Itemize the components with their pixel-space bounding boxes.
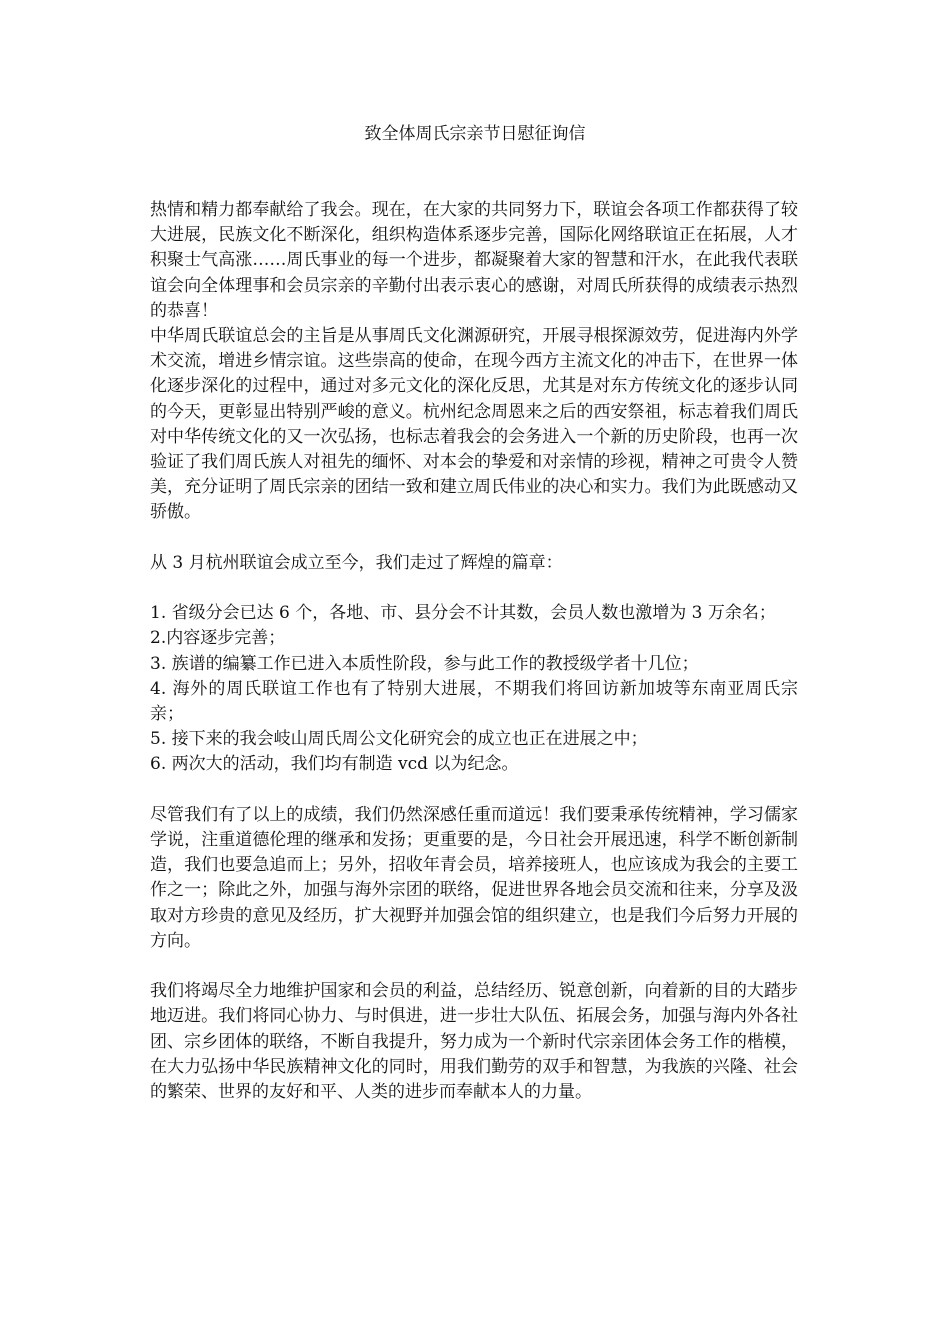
achievement-list xyxy=(150,601,798,777)
list-item: 1. 省级分会已达 6 个，各地、市、县分会不计其数，会员人数也激增为 3 万余名； xyxy=(150,603,776,624)
paragraph-gap xyxy=(150,954,798,979)
paragraph-2: 中华周氏联谊总会的主旨是从事周氏文化渊源研究，开展寻根探源效劳，促进海内外学术交流，增进乡情宗谊。这些崇高的使命，在现今西方主流文化的冲击下，在世界一体化逐步深化的过程中，通过对多元文化的深化反思，尤其是对东方传统文化的逐步认同的今天，更彰显出特别严峻的意义。杭州纪念周恩来之后的西安祭祖，标志着我们周氏对中华传统文化的又一次弘扬，也标志着我会的会务进入一个新的历史阶段，也再一次验证了我们周氏族人对祖先的缅怀、对本会的挚爱和对亲情的珍视，精神之可贵令人赞美，充分证明了周氏宗亲的团结一致和建立周氏伟业的决心和实力。我们为此既感动又骄傲。 xyxy=(150,326,798,523)
list-item: 3. 族谱的编纂工作已进入本质性阶段，参与此工作的教授级学者十几位； xyxy=(150,653,699,674)
paragraph-gap xyxy=(150,526,798,551)
list-item: 2.内容逐步完善； xyxy=(150,628,286,649)
list-item: 4. 海外的周氏联谊工作也有了特别大进展，不期我们将回访新加坡等东南亚周氏宗亲； xyxy=(150,678,798,725)
letter-body xyxy=(150,198,798,1105)
paragraph-5: 我们将竭尽全力地维护国家和会员的利益，总结经历、锐意创新，向着新的目的大踏步地迈进。我们将同心协力、与时俱进，进一步壮大队伍、拓展会务，加强与海内外各社团、宗乡团体的联络，不断自我提升，努力成为一个新时代宗亲团体会务工作的楷模，在大力弘扬中华民族精神文化的同时，用我们勤劳的双手和智慧，为我族的兴隆、社会的繁荣、世界的友好和平、人类的进步而奉献本人的力量。 xyxy=(150,981,798,1103)
paragraph-gap xyxy=(150,576,798,601)
paragraph-1: 热情和精力都奉献给了我会。现在，在大家的共同努力下，联谊会各项工作都获得了较大进展，民族文化不断深化，组织构造体系逐步完善，国际化网络联谊正在拓展，人才积聚士气高涨……周氏事业的每一个进步，都凝聚着大家的智慧和汗水，在此我代表联谊会向全体理事和会员宗亲的辛勤付出表示衷心的感谢，对周氏所获得的成绩表示热烈的恭喜！ xyxy=(150,200,798,321)
paragraph-gap xyxy=(150,778,798,803)
list-item: 6. 两次大的活动，我们均有制造 vcd 以为纪念。 xyxy=(150,754,519,775)
list-item: 5. 接下来的我会岐山周氏周公文化研究会的成立也正在进展之中； xyxy=(150,729,648,750)
page-title: 致全体周氏宗亲节日慰征询信 xyxy=(364,124,586,144)
paragraph-4: 尽管我们有了以上的成绩，我们仍然深感任重而道远！我们要秉承传统精神，学习儒家学说，注重道德伦理的继承和发扬；更重要的是，今日社会开展迅速，科学不断创新制造，我们也要急追而上；另外，招收年青会员，培养接班人，也应该成为我会的主要工作之一；除此之外，加强与海外宗团的联络，促进世界各地会员交流和往来，分享及汲取对方珍贵的意见及经历，扩大视野并加强会馆的组织建立，也是我们今后努力开展的方向。 xyxy=(150,804,798,951)
paragraph-3: 从 3 月杭州联谊会成立至今，我们走过了辉煌的篇章： xyxy=(150,552,563,573)
